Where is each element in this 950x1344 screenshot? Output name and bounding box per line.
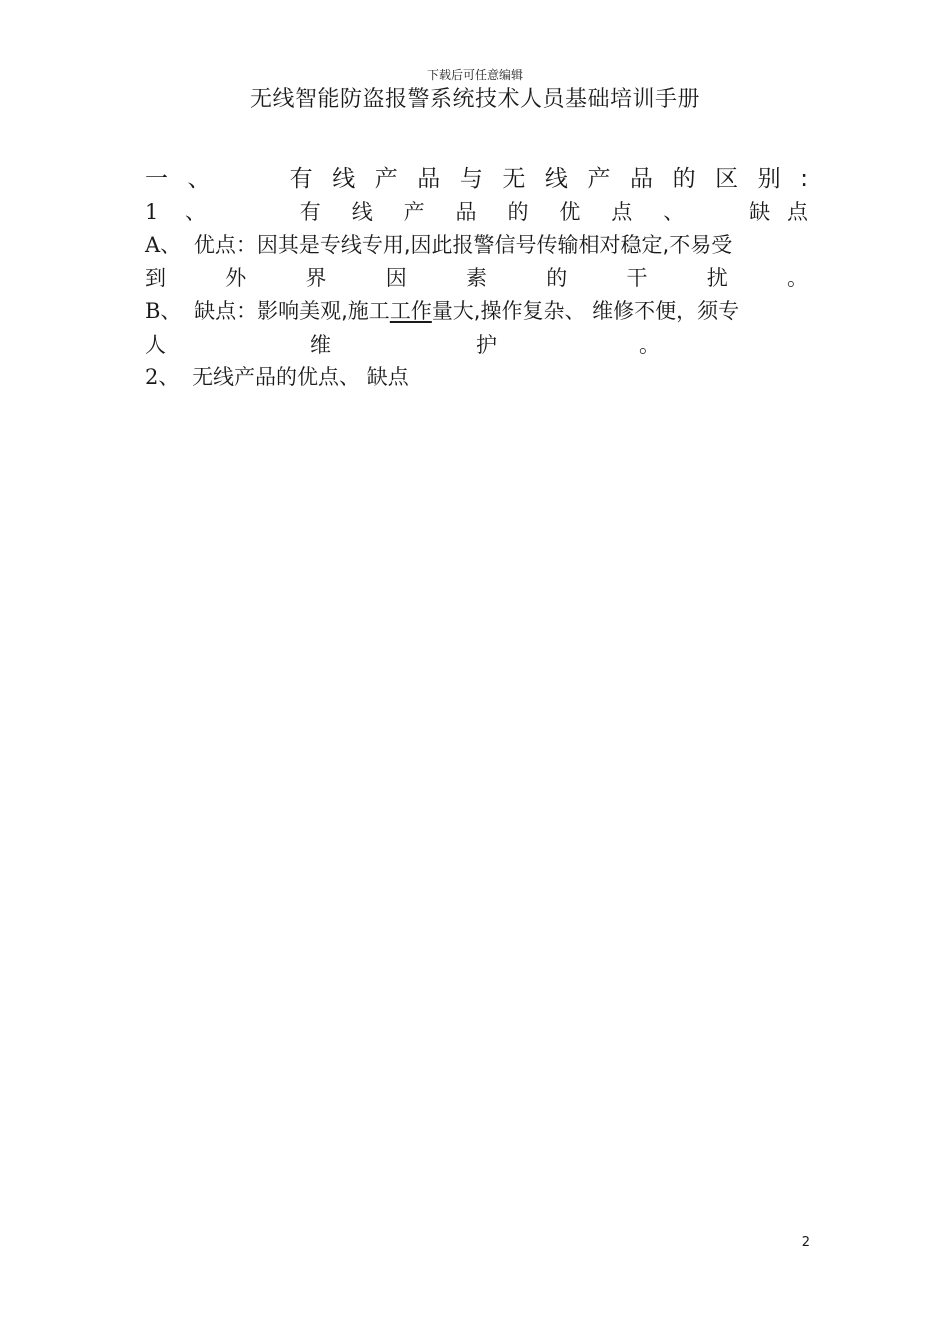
heading-char: 品 — [417, 166, 441, 192]
item-a-cont-char: 因 — [385, 266, 407, 290]
item-a — [145, 230, 808, 260]
item-2-text: 无线产品的优点、 缺点 — [192, 365, 409, 389]
item-1 — [145, 197, 808, 227]
item-a-cont-char: 扰 — [706, 266, 728, 290]
item-1-char: 产 — [403, 200, 425, 224]
item-1-char: 点 — [611, 200, 633, 224]
item-a-label: A、 — [145, 233, 182, 257]
heading-char: 有 — [289, 166, 313, 192]
item-b-label: B、 — [145, 299, 182, 323]
heading-char: 线 — [544, 166, 568, 192]
item-1-char: 点 — [787, 200, 809, 224]
item-a-cont-char: 外 — [225, 266, 247, 290]
item-a-cont-char: 干 — [626, 266, 648, 290]
section-heading — [145, 164, 808, 194]
item-b-cont-char: 人 — [145, 333, 166, 357]
item-b — [145, 296, 808, 326]
item-2 — [145, 362, 808, 392]
heading-char: 品 — [630, 166, 654, 192]
item-1-char: 优 — [559, 200, 581, 224]
heading-char: 一 — [145, 166, 168, 192]
item-1-char: 、 — [184, 200, 206, 224]
item-2-label: 2、 — [145, 365, 180, 389]
item-b-text: 缺点：影响美观,施工 — [194, 299, 390, 323]
heading-char: 无 — [502, 166, 526, 192]
heading-char: 区 — [715, 166, 739, 192]
item-1-char: 缺 — [749, 200, 771, 224]
item-a-text: 优点：因其是专线专用,因此报警信号传输相对稳定,不易受 — [193, 233, 733, 257]
page-number: 2 — [801, 1235, 810, 1250]
item-1-char: 1 — [145, 200, 159, 224]
item-b-underlined-text: 工作 — [389, 299, 432, 323]
item-1-char: 的 — [507, 200, 529, 224]
item-b-continued — [145, 330, 808, 360]
item-1-char: 有 — [299, 200, 321, 224]
heading-char: 别 — [757, 166, 781, 192]
item-1-char: 品 — [455, 200, 477, 224]
heading-char: 、 — [187, 166, 211, 192]
heading-char: 产 — [374, 166, 398, 192]
item-a-continued — [145, 263, 808, 293]
heading-char: : — [800, 166, 808, 192]
item-b-cont-char: 。 — [639, 333, 660, 357]
heading-char: 与 — [459, 166, 483, 192]
item-b-cont-char: 护 — [476, 333, 497, 357]
item-b-text-rest: 量大,操作复杂、 维修不便，须专 — [431, 299, 740, 323]
item-a-cont-char: 界 — [305, 266, 327, 290]
heading-char: 线 — [332, 166, 356, 192]
heading-char: 的 — [672, 166, 696, 192]
item-1-char: 、 — [663, 200, 685, 224]
heading-char: 产 — [587, 166, 611, 192]
item-a-cont-char: 素 — [466, 266, 487, 290]
item-1-char: 线 — [351, 200, 373, 224]
item-b-cont-char: 维 — [310, 333, 331, 357]
document-title: 无线智能防盗报警系统技术人员基础培训手册 — [249, 87, 700, 112]
item-a-cont-char: 。 — [787, 266, 808, 290]
item-a-cont-char: 的 — [546, 266, 568, 290]
item-a-cont-char: 到 — [145, 266, 166, 290]
edit-note: 下载后可任意编辑 — [426, 68, 523, 82]
